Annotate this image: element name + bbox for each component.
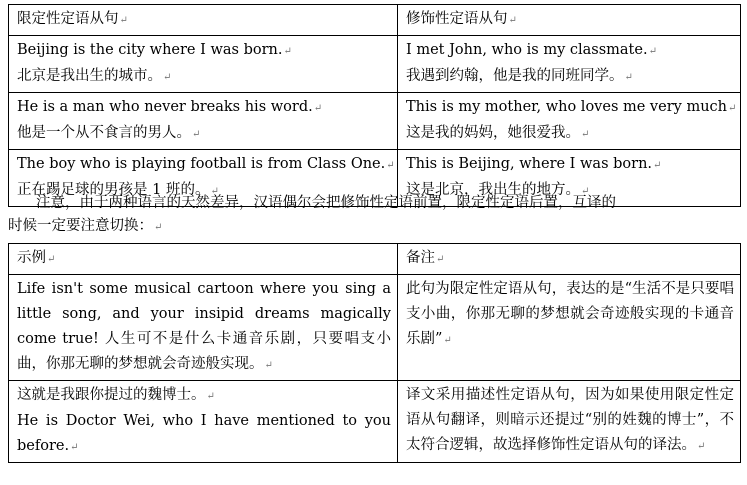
example-zh: 正在踢足球的男孩是 1 班的。 (17, 182, 210, 198)
table-row (9, 381, 741, 463)
table-cell: 这就是我跟你提过的魏博士。↵ He is Doctor Wei, who I have mentioned to you before.↵ (9, 381, 398, 463)
table-cell: He is a man who never breaks his word.↵ 他是一个从不食言的男人。↵ (9, 93, 398, 150)
example-en: He is a man who never breaks his word. (17, 99, 313, 115)
header-note: 备注 (406, 250, 435, 266)
table-cell: 译文采用描述性定语从句，因为如果使用限定性定语从句翻译，则暗示还提过“别的姓魏的博士”，不太符合逻辑，故选择修饰性定语从句的译法。↵ (398, 381, 741, 463)
table-cell: Beijing is the city where I was born.↵ 北京是我出生的城市。↵ (9, 36, 398, 93)
example-zh: 北京是我出生的城市。 (17, 68, 162, 84)
table-row (9, 275, 741, 381)
table-header-row (9, 5, 741, 36)
example-en: Beijing is the city where I was born. (17, 42, 283, 58)
table-cell: This is my mother, who loves me very much↵ 这是我的妈妈，她很爱我。↵ (398, 93, 741, 150)
header-restrictive: 限定性定语从句 (17, 11, 119, 27)
example-en: This is Beijing, where I was born. (406, 156, 653, 172)
example-zh: 他是一个从不食言的男人。 (17, 125, 191, 141)
example-en: The boy who is playing football is from Class One. (17, 156, 386, 172)
header-cell: 修饰性定语从句↵ (398, 5, 741, 36)
note-text: 此句为限定性定语从句，表达的是“生活不是只要唱支小曲，你那无聊的梦想就会奇迹般实现的卡通音乐剧” (406, 281, 734, 347)
header-nonrestrictive: 修饰性定语从句 (406, 11, 508, 27)
example-en: I met John, who is my classmate. (406, 42, 648, 58)
table-cell: Life isn't some musical cartoon where you sing a little song, and your insipid dreams magically come true! 人生可不是什么卡通音乐剧，只要唱支小曲，你那无聊的梦想就会奇迹般实现。↵ (9, 275, 398, 381)
header-cell: 示例↵ (9, 244, 398, 275)
example-en: He is Doctor Wei, who I have mentioned to you before. (17, 413, 391, 454)
paragraph-line: 注意，由于两种语言的天然差异，汉语偶尔会把修饰性定语前置，限定性定语后置，互译的 (36, 195, 616, 211)
table-cell: 此句为限定性定语从句，表达的是“生活不是只要唱支小曲，你那无聊的梦想就会奇迹般实现的卡通音乐剧”↵ (398, 275, 741, 381)
table-cell: This is Beijing, where I was born.↵ 这是北京，我出生的地方。↵ (398, 150, 741, 207)
paragraph-line: 时候一定要注意切换： (8, 218, 153, 234)
header-cell: 限定性定语从句↵ (9, 5, 398, 36)
table-row (9, 93, 741, 150)
example-zh: 这就是我跟你提过的魏博士。 (17, 387, 206, 403)
example-zh: 这是北京，我出生的地方。 (406, 182, 580, 198)
table-header-row (9, 244, 741, 275)
example-text: Life isn't some musical cartoon where you sing a little song, and your insipid dreams magically come true! 人生可不是什么卡通音乐剧，只要唱支小曲，你那无聊的梦想就会奇迹般实现。 (17, 281, 391, 372)
example-zh: 我遇到约翰，他是我的同班同学。 (406, 68, 624, 84)
example-zh: 这是我的妈妈，她很爱我。 (406, 125, 580, 141)
note-paragraph: 注意，由于两种语言的天然差异，汉语偶尔会把修饰性定语前置，限定性定语后置，互译的 时候一定要注意切换：↵ (8, 195, 616, 234)
example-en: This is my mother, who loves me very much (406, 99, 727, 115)
note-text: 译文采用描述性定语从句，因为如果使用限定性定语从句翻译，则暗示还提过“别的姓魏的博士”，不太符合逻辑，故选择修饰性定语从句的译法。 (406, 387, 734, 453)
table-cell: The boy who is playing football is from Class One.↵ 正在踢足球的男孩是 1 班的。↵ (9, 150, 398, 207)
table-row (9, 36, 741, 93)
examples-table (8, 243, 741, 463)
header-cell: 备注↵ (398, 244, 741, 275)
header-example: 示例 (17, 250, 46, 266)
table-cell: I met John, who is my classmate.↵ 我遇到约翰，他是我的同班同学。↵ (398, 36, 741, 93)
comparison-table (8, 4, 741, 207)
